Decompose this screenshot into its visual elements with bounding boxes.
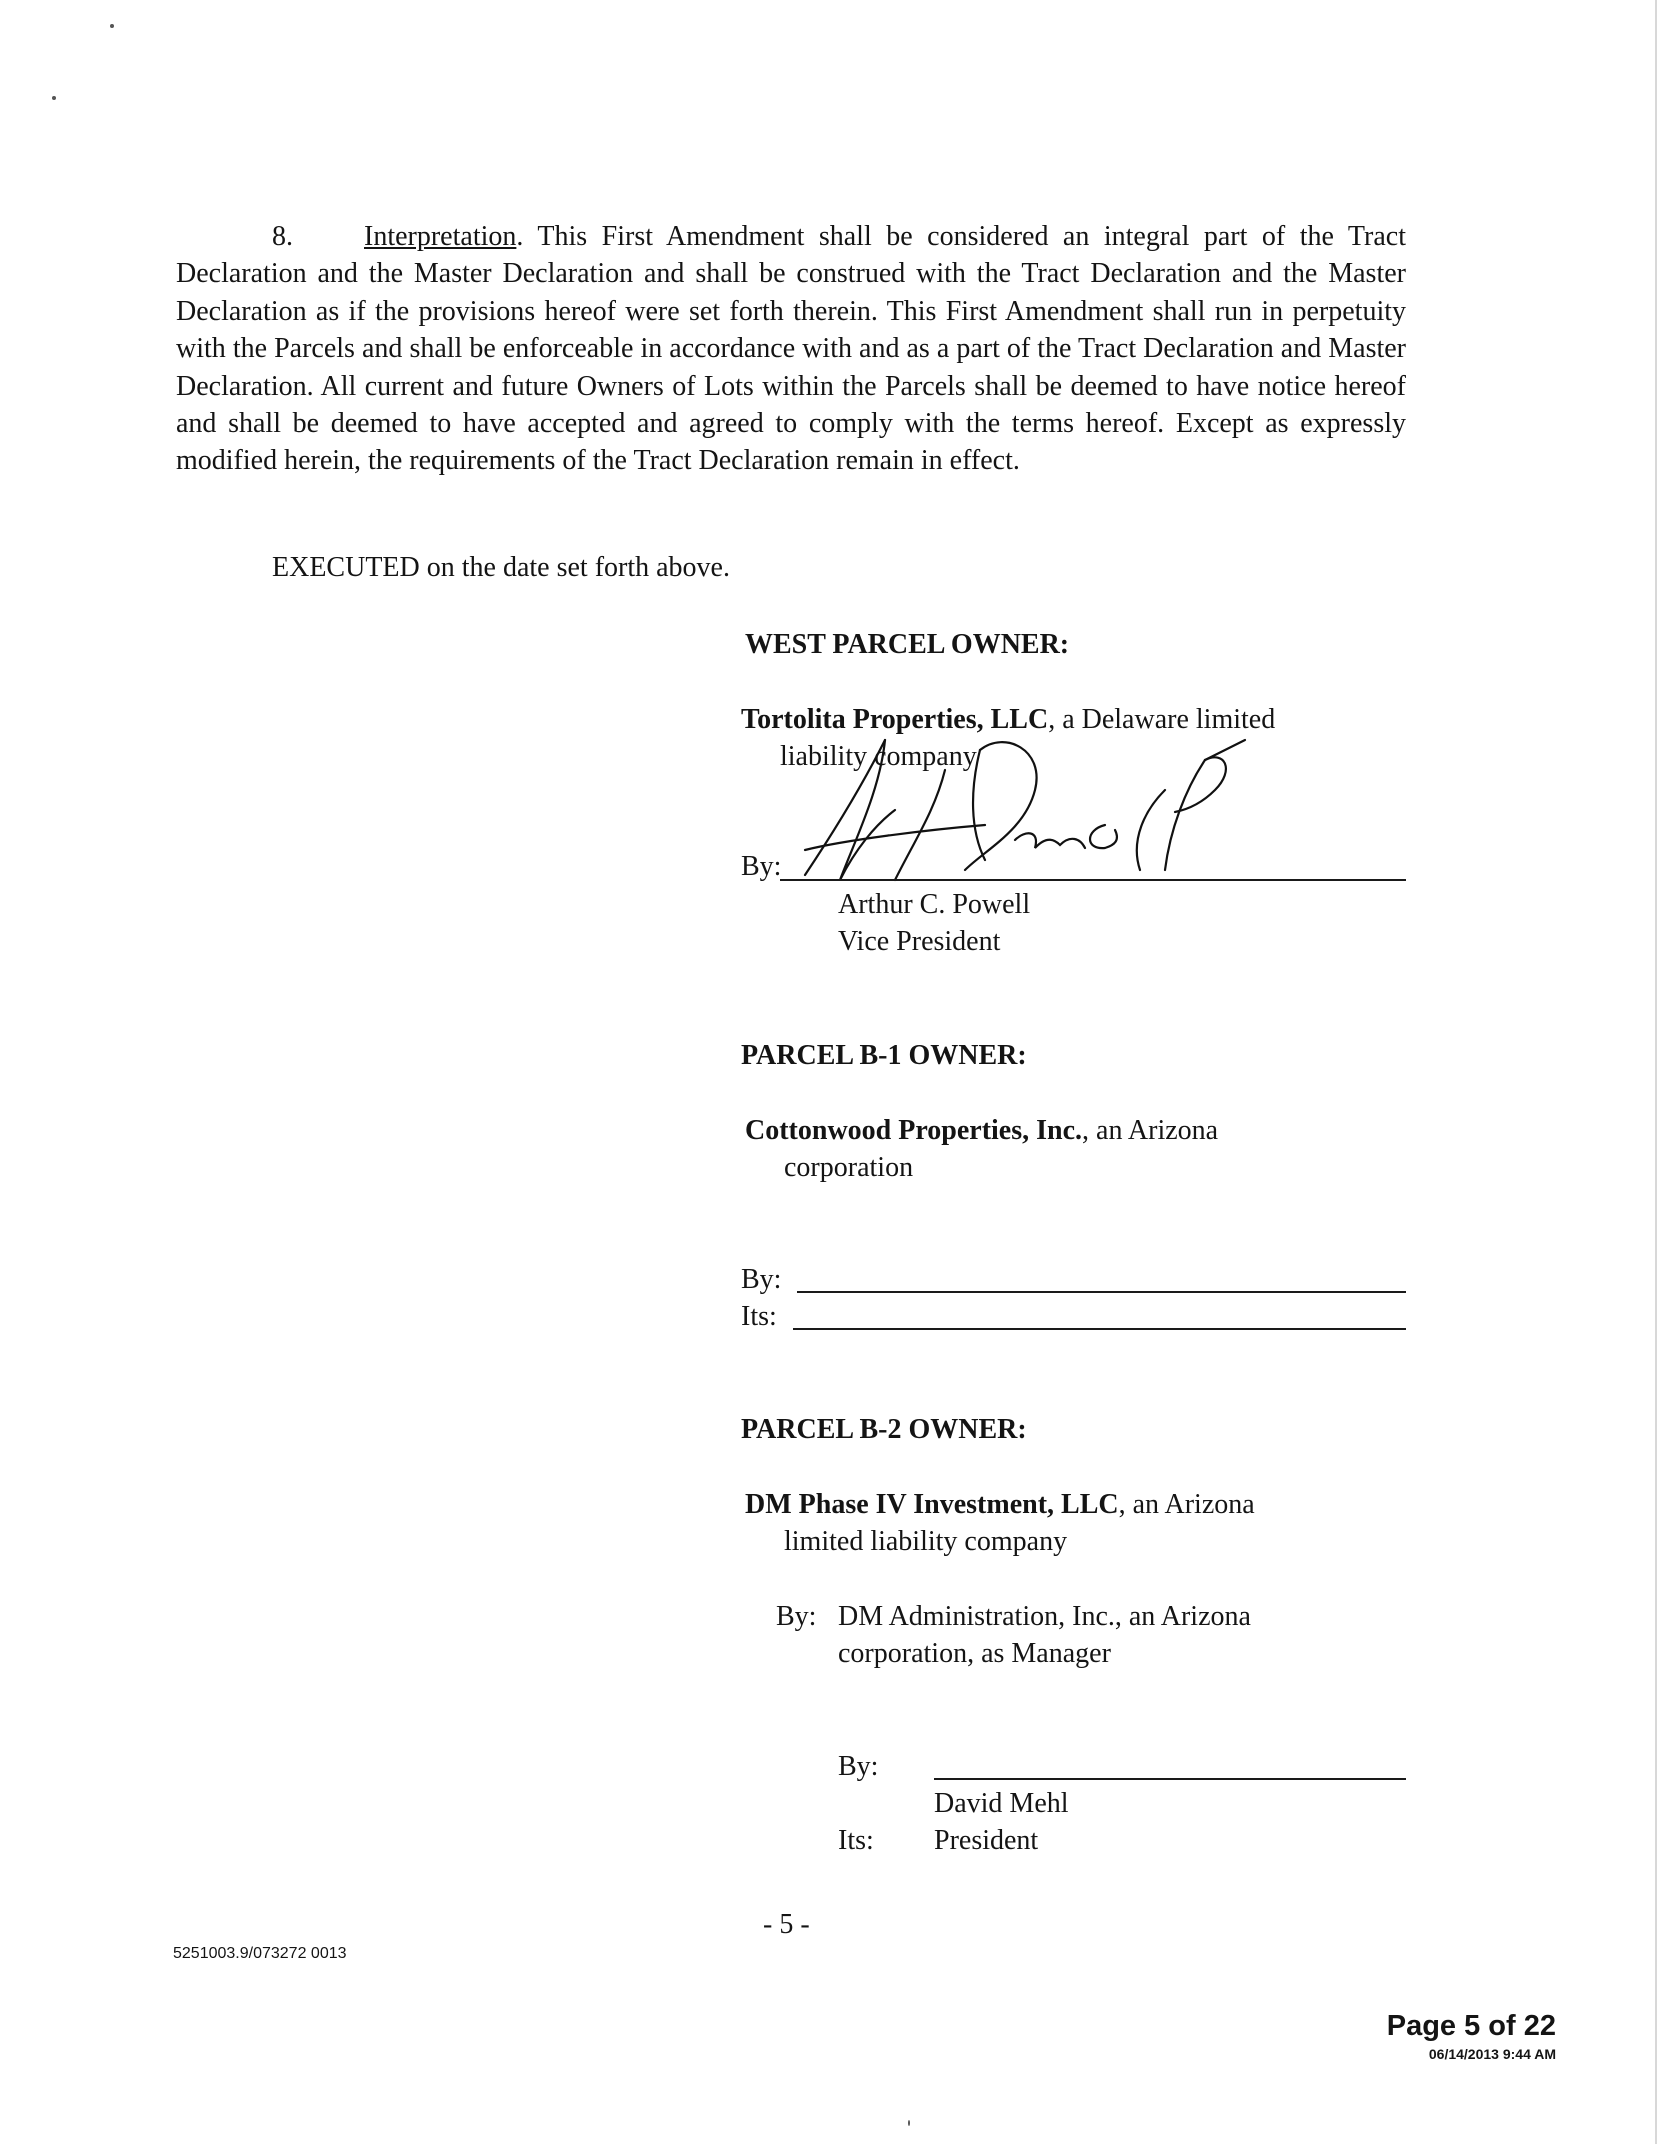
b2-manager-by-label: By: — [776, 1601, 817, 1632]
west-by-label: By: — [741, 851, 782, 882]
b1-entity-name: Cottonwood Properties, Inc. — [745, 1115, 1083, 1146]
b1-its-label: Its: — [741, 1301, 777, 1332]
west-entity-desc: , a Delaware limited — [1048, 704, 1276, 735]
b1-entity-desc-continued: corporation — [784, 1152, 914, 1183]
b1-by-line — [797, 1291, 1406, 1293]
paragraph-heading: Interpretation — [364, 221, 517, 252]
scan-speck — [52, 96, 56, 100]
west-entity-name: Tortolita Properties, LLC — [741, 704, 1049, 735]
west-signer-title: Vice President — [838, 926, 1001, 957]
b2-entity-desc-continued: limited liability company — [784, 1526, 1068, 1557]
scan-speck — [110, 24, 114, 28]
b2-its-label: Its: — [838, 1825, 874, 1856]
b1-entity-line — [745, 1112, 1218, 1149]
b2-by-label: By: — [838, 1751, 879, 1782]
paragraph-body: . This First Amendment shall be considered an integral part of the Tract Declaration and the Master Declaration and shall be construed with the Tract Declaration and the Master Declaration as if the provisions hereof were set forth therein. This First Amendment shall run in perpetuity with the Parcels and shall be enforceable in accordance with and as a part of the Tract Declaration and Master Declaration. All current and future Owners of Lots within the Parcels shall be deemed to have notice hereof and shall be deemed to have accepted and agreed to comply with the terms hereof. Except as expressly modified herein, the requirements of the Tract Declaration remain in effect. — [176, 221, 1406, 477]
b2-entity-line — [745, 1486, 1255, 1523]
paragraph-number: 8. — [272, 221, 293, 252]
b2-entity-name: DM Phase IV Investment, LLC — [745, 1489, 1119, 1520]
recording-datetime-stamp: 06/14/2013 9:44 AM — [1428, 2046, 1556, 2062]
b2-by-line — [934, 1778, 1406, 1780]
scan-speck — [908, 2120, 910, 2126]
recording-page-stamp: Page 5 of 22 — [1386, 2010, 1556, 2042]
executed-statement: EXECUTED on the date set forth above. — [272, 552, 730, 583]
b2-signer-title: President — [934, 1825, 1039, 1856]
b2-entity-desc: , an Arizona — [1118, 1489, 1255, 1520]
west-entity-desc-continued: liability company — [780, 741, 977, 772]
parcel-b1-heading: PARCEL B-1 OWNER: — [741, 1040, 1027, 1071]
b2-manager-line1: DM Administration, Inc., an Arizona — [838, 1601, 1251, 1632]
interpretation-paragraph — [176, 218, 1406, 480]
parcel-b2-heading: PARCEL B-2 OWNER: — [741, 1414, 1027, 1445]
b2-manager-line2: corporation, as Manager — [838, 1638, 1111, 1669]
signature-graphic — [785, 730, 1265, 890]
scan-edge — [1655, 0, 1657, 2144]
page-number: - 5 - — [763, 1909, 810, 1940]
west-signature-line — [780, 879, 1406, 881]
b1-by-label: By: — [741, 1264, 782, 1295]
west-parcel-heading: WEST PARCEL OWNER: — [745, 629, 1070, 660]
document-id: 5251003.9/073272 0013 — [173, 1945, 347, 1962]
b1-entity-desc: , an Arizona — [1082, 1115, 1219, 1146]
west-signer-name: Arthur C. Powell — [838, 889, 1031, 920]
b1-its-line — [793, 1328, 1406, 1330]
b2-signer-name: David Mehl — [934, 1788, 1069, 1819]
